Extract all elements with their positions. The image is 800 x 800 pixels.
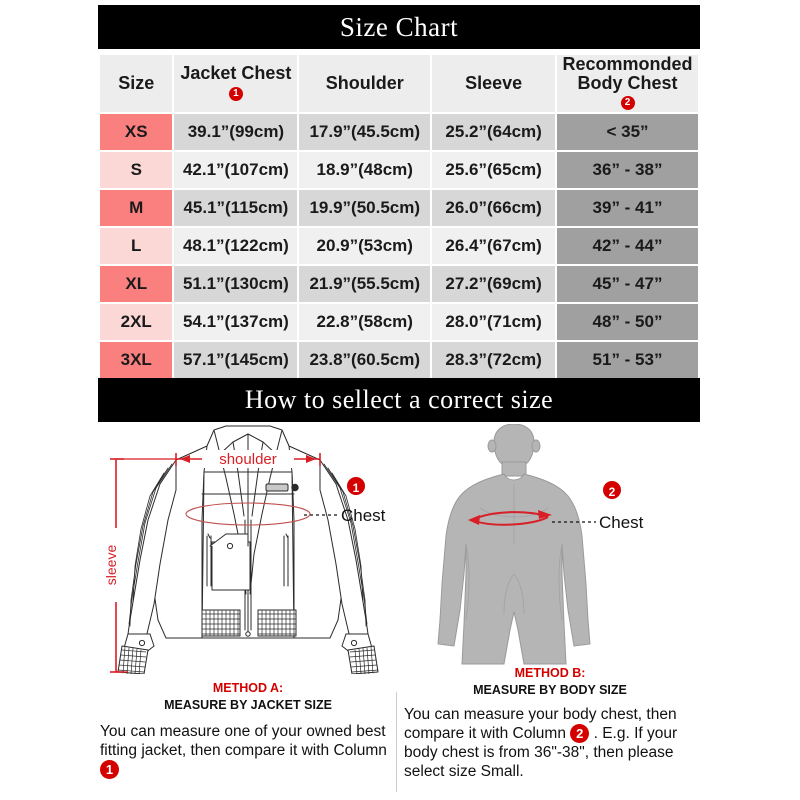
method-a-description [100, 722, 392, 779]
header-shoulder-label: Shoulder [325, 72, 404, 93]
header-recommended-body-chest [557, 55, 698, 112]
cell-shoulder: 23.8”(60.5cm) [299, 342, 430, 378]
cell-jacket-chest: 42.1”(107cm) [174, 152, 297, 188]
method-a-caption [98, 680, 398, 714]
badge-one-icon: 1 [229, 87, 243, 101]
cell-shoulder: 17.9”(45.5cm) [299, 114, 430, 150]
jacket-sleeve-label: sleeve [103, 544, 119, 586]
table-row [100, 152, 698, 188]
header-jacket-chest [174, 55, 297, 112]
size-table [98, 53, 700, 380]
table-row [100, 342, 698, 378]
method-b-text-2: . [593, 725, 598, 742]
cell-body-chest: 51” - 53” [557, 342, 698, 378]
table-header-row [100, 55, 698, 112]
cell-body-chest: < 35” [557, 114, 698, 150]
cell-body-chest: 48” - 50” [557, 304, 698, 340]
illustrations [98, 424, 700, 674]
method-a-subtitle: MEASURE BY JACKET SIZE [164, 698, 332, 712]
cell-size: 3XL [100, 342, 172, 378]
text-column-divider [396, 692, 397, 792]
jacket-shoulder-label: shoulder [219, 451, 277, 468]
method-a-title: METHOD A: [212, 681, 284, 695]
cell-jacket-chest: 54.1”(137cm) [174, 304, 297, 340]
method-b-title: METHOD B: [514, 666, 586, 680]
jacket-chest-label: Chest [341, 506, 386, 525]
method-a-text: You can measure one of your owned best fitting jacket, then compare it with Column [100, 723, 387, 759]
cell-jacket-chest: 51.1”(130cm) [174, 266, 297, 302]
header-jacket-chest-label: Jacket Chest [180, 63, 292, 84]
jacket-chest-badge-number: 1 [352, 481, 360, 495]
badge-two-icon: 2 [621, 96, 635, 110]
method-b-subtitle: MEASURE BY BODY SIZE [473, 683, 627, 697]
cell-jacket-chest: 45.1”(115cm) [174, 190, 297, 226]
header-recommended-line2: Body Chest [577, 72, 678, 93]
header-size [100, 55, 172, 112]
cell-body-chest: 42” - 44” [557, 228, 698, 264]
cell-shoulder: 20.9”(53cm) [299, 228, 430, 264]
cell-size: M [100, 190, 172, 226]
table-row [100, 266, 698, 302]
cell-jacket-chest: 48.1”(122cm) [174, 228, 297, 264]
cell-jacket-chest: 57.1”(145cm) [174, 342, 297, 378]
header-recommended-line1: Recommonded [562, 54, 693, 74]
method-a-badge-icon: 1 [100, 760, 119, 779]
method-b-description [404, 705, 700, 781]
cell-sleeve: 27.2”(69cm) [432, 266, 555, 302]
cell-body-chest: 39” - 41” [557, 190, 698, 226]
body-diagram [400, 424, 700, 674]
method-b-badge-icon: 2 [570, 724, 589, 743]
cell-sleeve: 28.0”(71cm) [432, 304, 555, 340]
cell-shoulder: 19.9”(50.5cm) [299, 190, 430, 226]
cell-sleeve: 25.2”(64cm) [432, 114, 555, 150]
cell-body-chest: 36” - 38” [557, 152, 698, 188]
table-body [100, 114, 698, 378]
method-b-caption [400, 665, 700, 699]
table-row [100, 190, 698, 226]
cell-size: XS [100, 114, 172, 150]
howto-banner: How to sellect a correct size [98, 378, 700, 422]
cell-size: XL [100, 266, 172, 302]
table-row [100, 114, 698, 150]
cell-shoulder: 22.8”(58cm) [299, 304, 430, 340]
cell-size: 2XL [100, 304, 172, 340]
cell-shoulder: 21.9”(55.5cm) [299, 266, 430, 302]
title-banner: Size Chart [98, 5, 700, 49]
header-sleeve [432, 55, 555, 112]
cell-sleeve: 25.6”(65cm) [432, 152, 555, 188]
cell-size: L [100, 228, 172, 264]
table-row [100, 228, 698, 264]
cell-shoulder: 18.9”(48cm) [299, 152, 430, 188]
body-chest-label: Chest [599, 513, 644, 532]
cell-sleeve: 26.0”(66cm) [432, 190, 555, 226]
header-size-label: Size [118, 72, 155, 93]
method-b-text-3: E.g. If your body chest is from 36"-38", then please select size Small. [404, 725, 678, 781]
jacket-diagram [98, 424, 398, 674]
header-shoulder [299, 55, 430, 112]
cell-jacket-chest: 39.1”(99cm) [174, 114, 297, 150]
body-chest-badge-number: 2 [608, 485, 616, 499]
cell-body-chest: 45” - 47” [557, 266, 698, 302]
cell-sleeve: 26.4”(67cm) [432, 228, 555, 264]
method-b-text-1: You can measure your body chest, then compare it with Column [404, 706, 677, 742]
table-row [100, 304, 698, 340]
cell-sleeve: 28.3”(72cm) [432, 342, 555, 378]
cell-size: S [100, 152, 172, 188]
header-sleeve-label: Sleeve [465, 72, 523, 93]
